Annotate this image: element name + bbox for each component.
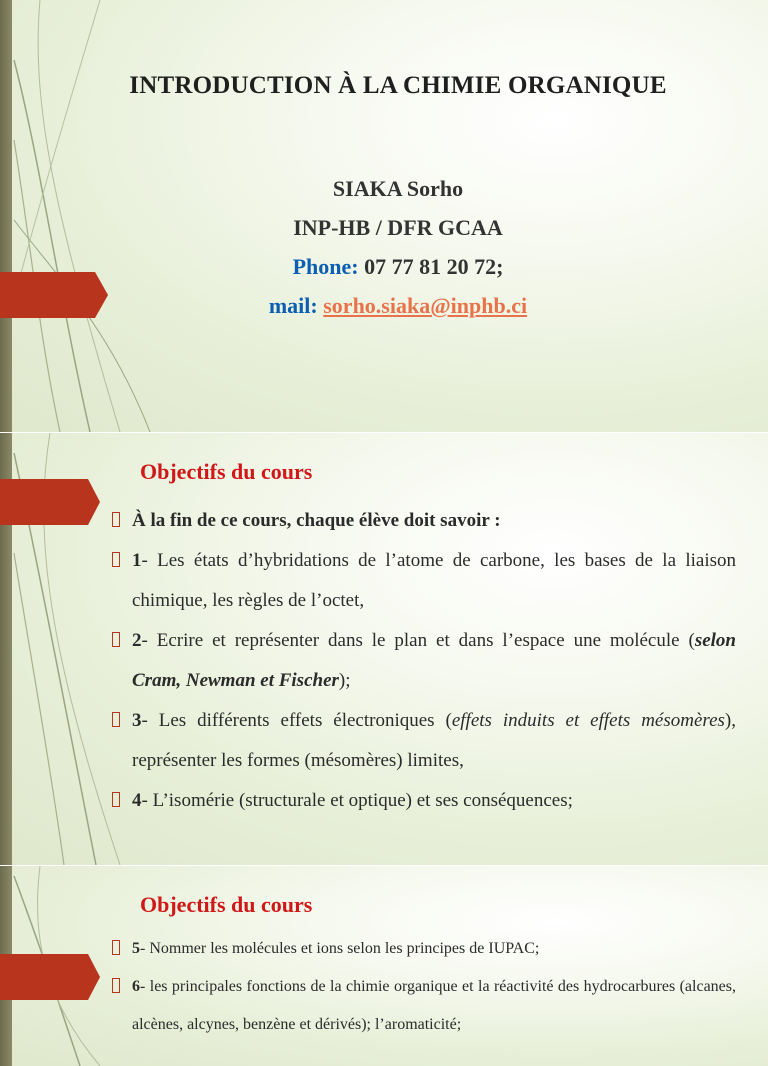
bullet-icon — [112, 940, 120, 955]
list-item — [112, 968, 736, 1044]
list-item — [112, 701, 736, 781]
mail-label: mail: — [268, 293, 318, 318]
objectives-slide-2 — [0, 866, 768, 1066]
item-text: - Les états d’hybridations de l’atome de carbone, les bases de la liaison chimique, les règles de l’octet, — [132, 550, 736, 611]
item-emphasis: selon Cram, Newman et Fischer — [132, 630, 736, 691]
item-number: 2 — [132, 630, 142, 651]
list-item — [112, 501, 736, 541]
item-text: - Ecrire et représenter dans le plan et dans l’espace une molécule ( — [141, 630, 695, 651]
section-heading: Objectifs du cours — [140, 459, 313, 484]
bullet-icon — [112, 632, 120, 647]
item-number: 4 — [132, 790, 142, 811]
phone-value: 07 77 81 20 72; — [364, 254, 504, 279]
item-text: - Les différents effets électroniques ( — [141, 710, 452, 731]
objectives-list — [112, 501, 736, 821]
title-slide — [0, 0, 768, 432]
phone-line — [60, 254, 736, 280]
objectives-list — [112, 930, 736, 1044]
list-item — [112, 781, 736, 821]
bullet-icon — [112, 552, 120, 567]
item-text: - L’isomérie (structurale et optique) et ses conséquences; — [141, 790, 573, 811]
list-item — [112, 621, 736, 701]
item-emphasis: effets induits et effets mésomères — [451, 710, 725, 731]
mail-line — [60, 293, 736, 319]
bullet-icon — [112, 978, 120, 993]
bullet-icon — [112, 792, 120, 807]
slide-title: INTRODUCTION À LA CHIMIE ORGANIQUE — [129, 72, 667, 99]
phone-label: Phone: — [292, 254, 359, 279]
item-text: - Nommer les molécules et ions selon les principes de IUPAC; — [140, 940, 540, 957]
list-item — [112, 930, 736, 968]
objectives-slide-1 — [0, 433, 768, 865]
list-item — [112, 541, 736, 621]
item-number: 1 — [132, 550, 142, 571]
item-text: À la fin de ce cours, chaque élève doit savoir : — [132, 510, 501, 531]
bullet-icon — [112, 712, 120, 727]
bullet-icon — [112, 512, 120, 527]
red-tab-marker — [0, 954, 100, 1000]
red-tab-marker — [0, 479, 100, 525]
item-number: 5 — [132, 940, 140, 957]
item-text: - les principales fonctions de la chimie organique et la réactivité des hydrocarbures (alcanes, alcènes, alcynes, benzène et dérivés); l’aromaticité; — [132, 978, 736, 1033]
section-heading: Objectifs du cours — [140, 892, 313, 917]
item-text: ), représenter les formes (mésomères) limites, — [132, 710, 736, 771]
email-link[interactable]: sorho.siaka@inphb.ci — [323, 293, 528, 318]
author-name: SIAKA Sorho — [332, 176, 464, 201]
affiliation: INP-HB / DFR GCAA — [293, 215, 503, 240]
item-text: ); — [338, 670, 351, 691]
item-number: 6 — [132, 978, 140, 995]
item-number: 3 — [132, 710, 142, 731]
